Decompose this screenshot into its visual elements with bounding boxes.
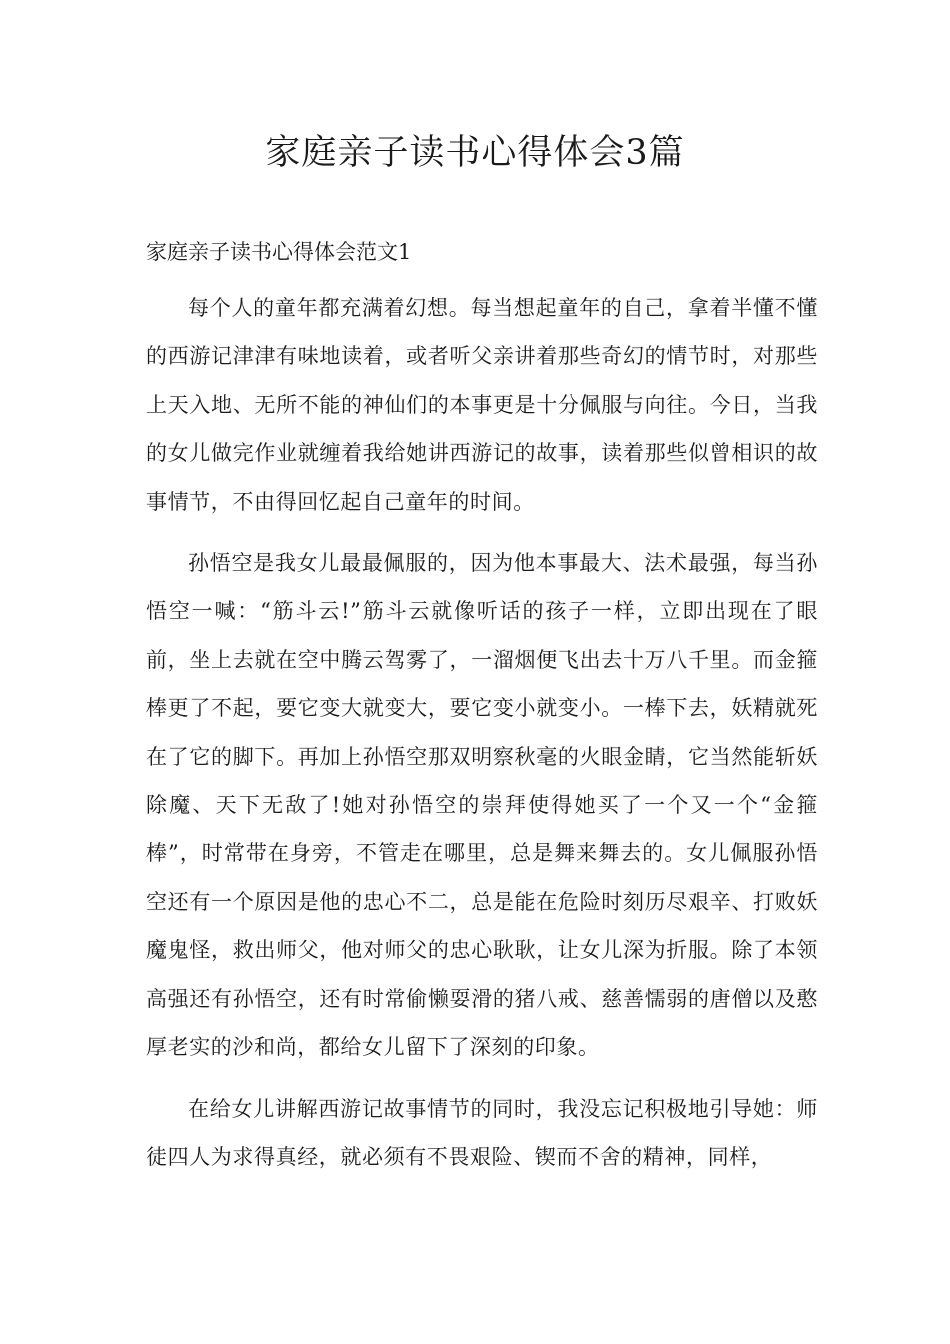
section-heading: 家庭亲子读书心得体会范文1 <box>146 240 412 264</box>
paragraph: 每个人的童年都充满着幻想。每当想起童年的自己，拿着半懂不懂的西游记津津有味地读着，或者听父亲讲着那些奇幻的情节时，对那些上天入地、无所不能的神仙们的本事更是十分佩服与向往。今日，当我的女儿做完作业就缠着我给她讲西游记的故事，读着那些似曾相识的故事情节，不由得回忆起自己童年的时间。 <box>146 296 818 514</box>
paragraph: 孙悟空是我女儿最最佩服的，因为他本事最大、法术最强，每当孙悟空一喊：“筋斗云!”筋斗云就像听话的孩子一样，立即出现在了眼前，坐上去就在空中腾云驾雾了，一溜烟便飞出去十万八千里。而金箍棒更了不起，要它变大就变大，要它变小就变小。一棒下去，妖精就死在了它的脚下。再加上孙悟空那双明察秋毫的火眼金睛，它当然能斩妖除魔、天下无敌了!她对孙悟空的崇拜使得她买了一个又一个“金箍棒”，时常带在身旁，不管走在哪里，总是舞来舞去的。女儿佩服孙悟空还有一个原因是他的忠心不二，总是能在危险时刻历尽艰辛、打败妖魔鬼怪，救出师父，他对师父的忠心耿耿，让女儿深为折服。除了本领高强还有孙悟空，还有时常偷懒耍滑的猪八戒、慈善懦弱的唐僧以及憨厚老实的沙和尚，都给女儿留下了深刻的印象。 <box>146 551 818 1060</box>
body-text <box>146 284 818 1181</box>
paragraph: 在给女儿讲解西游记故事情节的同时，我没忘记积极地引导她：师徒四人为求得真经，就必须有不畏艰险、锲而不舍的精神，同样， <box>146 1096 818 1169</box>
document-title: 家庭亲子读书心得体会3篇 <box>265 133 685 173</box>
